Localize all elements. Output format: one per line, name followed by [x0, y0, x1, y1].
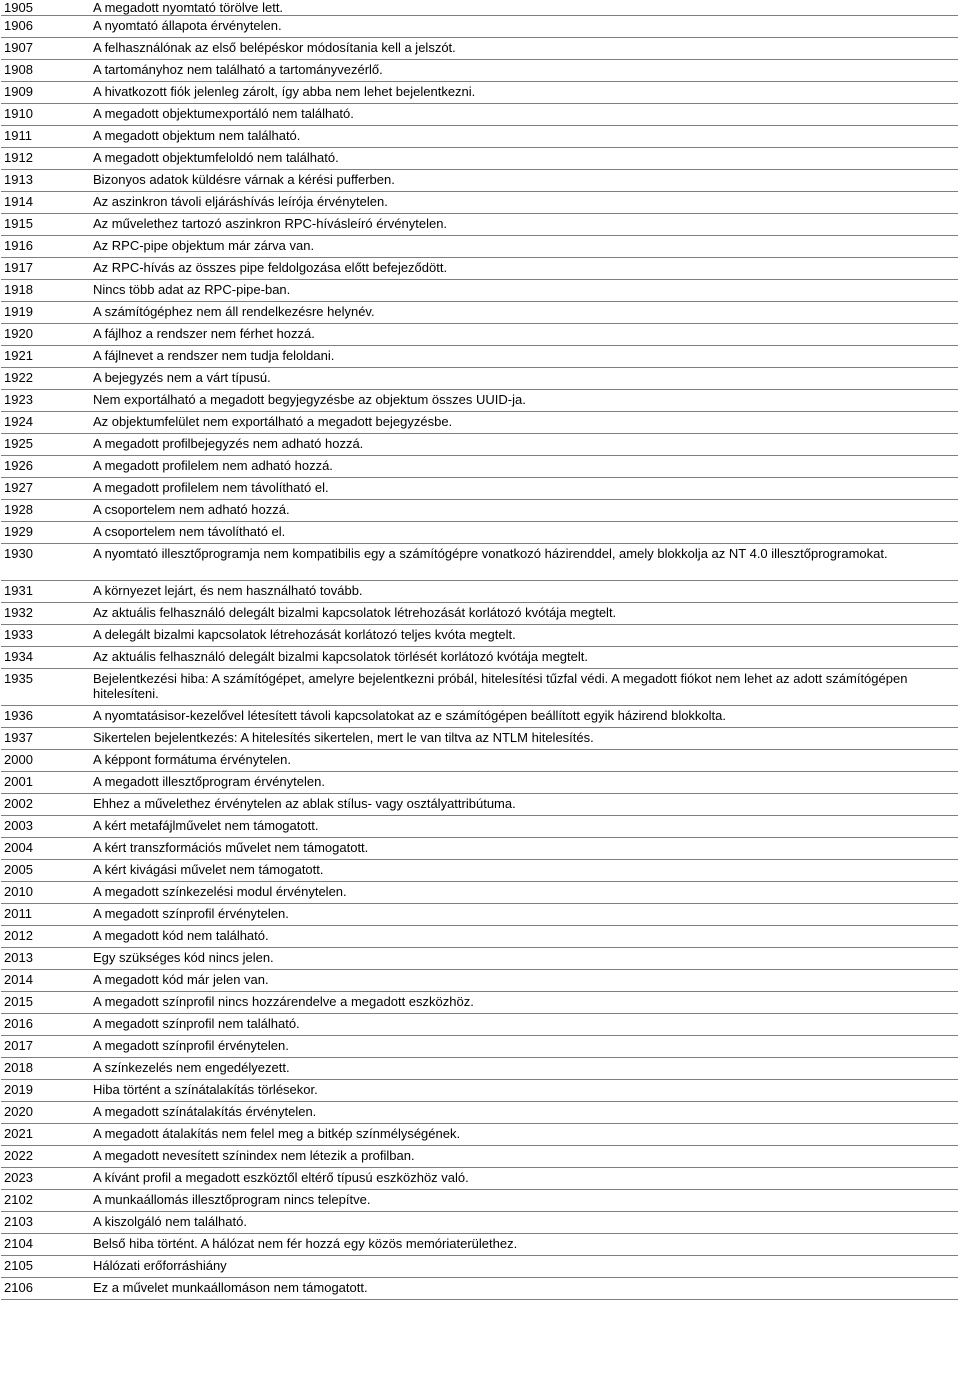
error-message: A kívánt profil a megadott eszköztől eltérő típusú eszközhöz való.	[90, 1168, 958, 1190]
error-message: A megadott színprofil nincs hozzárendelve a megadott eszközhöz.	[90, 992, 958, 1014]
error-code: 2011	[1, 904, 90, 926]
error-code: 1912	[1, 148, 90, 170]
table-row	[1, 434, 958, 456]
error-code: 1914	[1, 192, 90, 214]
error-message: Ez a művelet munkaállomáson nem támogatott.	[90, 1278, 958, 1300]
error-message: A színkezelés nem engedélyezett.	[90, 1058, 958, 1080]
error-message: A csoportelem nem távolítható el.	[90, 522, 958, 544]
table-row	[1, 948, 958, 970]
error-message: A munkaállomás illesztőprogram nincs telepítve.	[90, 1190, 958, 1212]
error-code: 1925	[1, 434, 90, 456]
error-message: A megadott színprofil érvénytelen.	[90, 904, 958, 926]
error-code: 2016	[1, 1014, 90, 1036]
error-code: 1934	[1, 647, 90, 669]
table-row	[1, 192, 958, 214]
error-code: 1931	[1, 581, 90, 603]
error-code: 2019	[1, 1080, 90, 1102]
table-row	[1, 324, 958, 346]
table-row	[1, 1190, 958, 1212]
error-message: Hálózati erőforráshiány	[90, 1256, 958, 1278]
table-row	[1, 126, 958, 148]
error-message: A megadott színprofil nem található.	[90, 1014, 958, 1036]
table-row	[1, 1278, 958, 1300]
error-message: A megadott színátalakítás érvénytelen.	[90, 1102, 958, 1124]
table-row	[1, 368, 958, 390]
error-code: 1922	[1, 368, 90, 390]
error-code: 2017	[1, 1036, 90, 1058]
error-message: Bejelentkezési hiba: A számítógépet, amelyre bejelentkezni próbál, hitelesítési tűzfal védi. A megadott fiókot nem lehet az adott számítógépen hitelesíteni.	[90, 669, 958, 706]
error-code: 1927	[1, 478, 90, 500]
error-message: A felhasználónak az első belépéskor módosítania kell a jelszót.	[90, 38, 958, 60]
error-code: 1921	[1, 346, 90, 368]
table-row	[1, 236, 958, 258]
error-message: Az művelethez tartozó aszinkron RPC-hívásleíró érvénytelen.	[90, 214, 958, 236]
table-row	[1, 970, 958, 992]
error-message: A megadott objektumexportáló nem található.	[90, 104, 958, 126]
error-message: A képpont formátuma érvénytelen.	[90, 750, 958, 772]
error-code: 1920	[1, 324, 90, 346]
table-row	[1, 904, 958, 926]
error-message: Nincs több adat az RPC-pipe-ban.	[90, 280, 958, 302]
error-code: 2021	[1, 1124, 90, 1146]
error-message: A bejegyzés nem a várt típusú.	[90, 368, 958, 390]
error-code: 1936	[1, 706, 90, 728]
error-message: Hiba történt a színátalakítás törlésekor.	[90, 1080, 958, 1102]
error-message: Bizonyos adatok küldésre várnak a kérési pufferben.	[90, 170, 958, 192]
table-row	[1, 544, 958, 581]
error-code: 1935	[1, 669, 90, 706]
table-row	[1, 38, 958, 60]
error-message: A környezet lejárt, és nem használható tovább.	[90, 581, 958, 603]
table-row	[1, 728, 958, 750]
table-row	[1, 170, 958, 192]
error-code: 2104	[1, 1234, 90, 1256]
error-code: 1913	[1, 170, 90, 192]
error-code: 2015	[1, 992, 90, 1014]
error-code: 1905	[1, 0, 90, 16]
error-code: 2023	[1, 1168, 90, 1190]
error-message: A megadott illesztőprogram érvénytelen.	[90, 772, 958, 794]
error-message: Az RPC-pipe objektum már zárva van.	[90, 236, 958, 258]
error-code: 2018	[1, 1058, 90, 1080]
error-code: 2105	[1, 1256, 90, 1278]
table-row	[1, 1036, 958, 1058]
error-code: 1933	[1, 625, 90, 647]
table-row	[1, 478, 958, 500]
error-code-table-body	[1, 0, 958, 1300]
table-row	[1, 669, 958, 706]
error-code: 1937	[1, 728, 90, 750]
error-code-table	[1, 0, 958, 1300]
error-code: 2014	[1, 970, 90, 992]
error-message: A megadott kód nem található.	[90, 926, 958, 948]
error-message: Sikertelen bejelentkezés: A hitelesítés sikertelen, mert le van tiltva az NTLM hitelesítés.	[90, 728, 958, 750]
error-message: A nyomtató illesztőprogramja nem kompatibilis egy a számítógépre vonatkozó házirenddel, amely blokkolja az NT 4.0 illesztőprogramokat.	[90, 544, 958, 581]
error-message: A delegált bizalmi kapcsolatok létrehozását korlátozó teljes kvóta megtelt.	[90, 625, 958, 647]
table-row	[1, 522, 958, 544]
table-row	[1, 838, 958, 860]
error-code: 2005	[1, 860, 90, 882]
error-message: A megadott átalakítás nem felel meg a bitkép színmélységének.	[90, 1124, 958, 1146]
table-row	[1, 1124, 958, 1146]
table-row	[1, 1058, 958, 1080]
error-message: A kért metafájlművelet nem támogatott.	[90, 816, 958, 838]
error-code: 1910	[1, 104, 90, 126]
error-code: 2103	[1, 1212, 90, 1234]
table-row	[1, 882, 958, 904]
error-code: 1917	[1, 258, 90, 280]
error-code: 2000	[1, 750, 90, 772]
error-message: A nyomtatásisor-kezelővel létesített távoli kapcsolatokat az e számítógépen beállított egyik házirend blokkolta.	[90, 706, 958, 728]
table-row	[1, 0, 958, 16]
error-code: 1907	[1, 38, 90, 60]
error-code: 2003	[1, 816, 90, 838]
table-row	[1, 148, 958, 170]
table-row	[1, 816, 958, 838]
error-message: A nyomtató állapota érvénytelen.	[90, 16, 958, 38]
error-message: A megadott profilelem nem távolítható el.	[90, 478, 958, 500]
error-message: A tartományhoz nem található a tartományvezérlő.	[90, 60, 958, 82]
error-message: A megadott színkezelési modul érvénytelen.	[90, 882, 958, 904]
error-message: A számítógéphez nem áll rendelkezésre helynév.	[90, 302, 958, 324]
error-message: Az aszinkron távoli eljáráshívás leírója érvénytelen.	[90, 192, 958, 214]
error-message: A kiszolgáló nem található.	[90, 1212, 958, 1234]
table-row	[1, 1146, 958, 1168]
table-row	[1, 390, 958, 412]
table-row	[1, 992, 958, 1014]
error-message: A megadott objektum nem található.	[90, 126, 958, 148]
error-code: 1908	[1, 60, 90, 82]
error-code: 2012	[1, 926, 90, 948]
error-message: A megadott objektumfeloldó nem található.	[90, 148, 958, 170]
table-row	[1, 258, 958, 280]
error-code: 1923	[1, 390, 90, 412]
error-code: 1916	[1, 236, 90, 258]
table-row	[1, 794, 958, 816]
error-code: 2013	[1, 948, 90, 970]
error-message: Egy szükséges kód nincs jelen.	[90, 948, 958, 970]
error-message: A megadott profilelem nem adható hozzá.	[90, 456, 958, 478]
error-code: 1930	[1, 544, 90, 581]
error-message: A megadott nyomtató törölve lett.	[90, 0, 958, 16]
error-code: 2010	[1, 882, 90, 904]
error-message: Az objektumfelület nem exportálható a megadott bejegyzésbe.	[90, 412, 958, 434]
error-code: 1918	[1, 280, 90, 302]
error-code: 1929	[1, 522, 90, 544]
error-code: 1906	[1, 16, 90, 38]
table-row	[1, 16, 958, 38]
error-message: A megadott kód már jelen van.	[90, 970, 958, 992]
table-row	[1, 750, 958, 772]
table-row	[1, 412, 958, 434]
table-row	[1, 647, 958, 669]
table-row	[1, 1212, 958, 1234]
table-row	[1, 1014, 958, 1036]
error-code: 2001	[1, 772, 90, 794]
table-row	[1, 280, 958, 302]
table-row	[1, 82, 958, 104]
error-code: 2106	[1, 1278, 90, 1300]
error-code: 1909	[1, 82, 90, 104]
table-row	[1, 104, 958, 126]
error-message: A fájlnevet a rendszer nem tudja feloldani.	[90, 346, 958, 368]
table-row	[1, 1168, 958, 1190]
error-message: A csoportelem nem adható hozzá.	[90, 500, 958, 522]
table-row	[1, 60, 958, 82]
table-row	[1, 625, 958, 647]
table-row	[1, 1234, 958, 1256]
error-message: Az aktuális felhasználó delegált bizalmi kapcsolatok létrehozását korlátozó kvótája megtelt.	[90, 603, 958, 625]
error-code: 1928	[1, 500, 90, 522]
table-row	[1, 926, 958, 948]
error-code: 2002	[1, 794, 90, 816]
error-code: 2022	[1, 1146, 90, 1168]
table-row	[1, 456, 958, 478]
table-row	[1, 860, 958, 882]
table-row	[1, 500, 958, 522]
error-message: A kért transzformációs művelet nem támogatott.	[90, 838, 958, 860]
error-code: 1924	[1, 412, 90, 434]
error-code: 1919	[1, 302, 90, 324]
error-message: A fájlhoz a rendszer nem férhet hozzá.	[90, 324, 958, 346]
error-message: A megadott nevesített színindex nem létezik a profilban.	[90, 1146, 958, 1168]
table-row	[1, 1256, 958, 1278]
error-message: Ehhez a művelethez érvénytelen az ablak stílus- vagy osztályattribútuma.	[90, 794, 958, 816]
error-message: A megadott profilbejegyzés nem adható hozzá.	[90, 434, 958, 456]
table-row	[1, 706, 958, 728]
table-row	[1, 603, 958, 625]
error-message: Belső hiba történt. A hálózat nem fér hozzá egy közös memóriaterülethez.	[90, 1234, 958, 1256]
table-row	[1, 1080, 958, 1102]
error-message: A hivatkozott fiók jelenleg zárolt, így abba nem lehet bejelentkezni.	[90, 82, 958, 104]
error-code: 1911	[1, 126, 90, 148]
error-code: 1915	[1, 214, 90, 236]
table-row	[1, 581, 958, 603]
table-row	[1, 302, 958, 324]
error-message: Az RPC-hívás az összes pipe feldolgozása előtt befejeződött.	[90, 258, 958, 280]
error-code: 1932	[1, 603, 90, 625]
error-code: 2020	[1, 1102, 90, 1124]
table-row	[1, 772, 958, 794]
table-row	[1, 346, 958, 368]
error-message: Az aktuális felhasználó delegált bizalmi kapcsolatok törlését korlátozó kvótája megtelt.	[90, 647, 958, 669]
error-code: 1926	[1, 456, 90, 478]
table-row	[1, 1102, 958, 1124]
error-code: 2004	[1, 838, 90, 860]
error-message: A kért kivágási művelet nem támogatott.	[90, 860, 958, 882]
error-code: 2102	[1, 1190, 90, 1212]
error-message: A megadott színprofil érvénytelen.	[90, 1036, 958, 1058]
error-message: Nem exportálható a megadott begyjegyzésbe az objektum összes UUID-ja.	[90, 390, 958, 412]
table-row	[1, 214, 958, 236]
